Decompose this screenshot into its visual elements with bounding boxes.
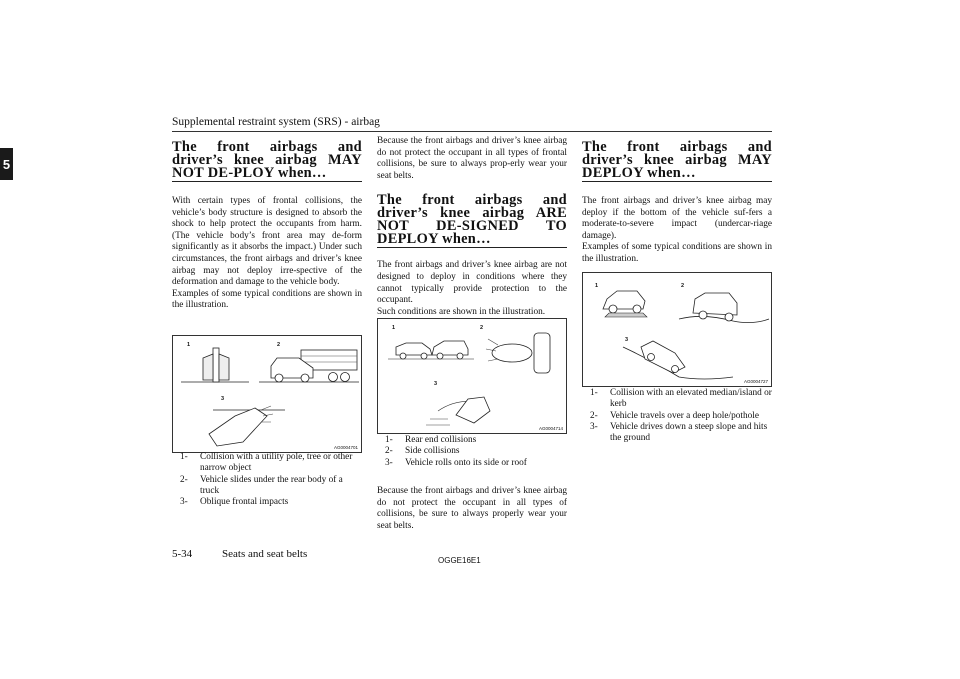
header-rule [172, 131, 772, 132]
page-number: 5-34 [172, 548, 193, 560]
figure-label: 3 [625, 337, 629, 343]
illustration-may-not-deploy [172, 335, 362, 453]
paragraph: The front airbags and driver’s knee airbag are not designed to deploy in conditions where they cannot typically provide protection to the occupant. [377, 260, 567, 306]
figure-code: AG0004701 [333, 445, 358, 450]
figure-label: 2 [480, 325, 484, 331]
document-code: OGGE16E1 [438, 556, 481, 565]
figure-label: 3 [221, 396, 225, 402]
section-heading-may-not-deploy: The front airbags and driver’s knee airbag MAY NOT DE-PLOY when… [172, 139, 362, 181]
figure-code: AG0004714 [538, 426, 563, 431]
figure-label: 1 [392, 325, 396, 331]
paragraph: Such conditions are shown in the illustration. [377, 306, 546, 317]
column-1 [172, 141, 362, 312]
figure-label: 2 [277, 342, 281, 348]
figure-label: 1 [595, 283, 599, 289]
column-2 [377, 136, 567, 318]
column-2-closing [377, 486, 567, 532]
list-item: 1- Collision with an elevated median/island or kerb [590, 388, 772, 410]
figure-code: AG0004727 [743, 379, 768, 384]
list-item: 2- Vehicle travels over a deep hole/pothole [590, 410, 759, 421]
column-2-list [385, 435, 565, 469]
collision-illustration [583, 273, 771, 386]
paragraph: Because the front airbags and driver’s knee airbag do not protect the occupant in all types of collisions, be sure to always properly wear your seat belts. [377, 486, 567, 531]
list-item: 3- Oblique frontal impacts [180, 497, 289, 508]
figure-label: 3 [434, 381, 438, 387]
figure-label: 2 [681, 283, 685, 289]
list-item: 2- Vehicle slides under the rear body of a truck [180, 474, 343, 496]
paragraph: Examples of some typical conditions are shown in the illustration. [172, 288, 362, 311]
list-item: 3- Vehicle drives down a steep slope and hits the ground [590, 421, 768, 444]
paragraph: The front airbags and driver’s knee airbag may deploy if the bottom of the vehicle suf-fers a moderate-to-severe impact (undercar-riage damage). [582, 196, 772, 241]
section-heading-not-designed: The front airbags and driver’s knee airbag ARE NOT DE-SIGNED TO DEPLOY when… [377, 192, 567, 248]
column-1-list [180, 452, 364, 508]
collision-illustration [378, 319, 566, 433]
column-3 [582, 141, 772, 266]
chapter-tab: 5 [0, 148, 13, 180]
collision-illustration [173, 336, 361, 452]
column-3-list [590, 388, 774, 444]
figure-label: 1 [187, 342, 191, 348]
paragraph: Examples of some typical conditions are shown in the illustration. [582, 242, 772, 264]
section-name: Seats and seat belts [222, 548, 308, 560]
paragraph: Because the front airbags and driver’s knee airbag do not protect the occupant in all types of frontal collisions, be sure to always prop-erly wear your seat belts. [377, 136, 567, 181]
paragraph: With certain types of frontal collisions, the vehicle’s body structure is designed to absorb the shock to help protect the occupants from harm. (The vehicle body’s front area may de-form significantly as it absorbs the impact.) Under such circumstances, the front airbags and driver’s knee airbag may not deploy irre-spective of the deformation and damage to the vehicle body. [172, 196, 362, 288]
list-item: 2- Side collisions [385, 446, 460, 457]
page-header: Supplemental restraint system (SRS) - airbag [172, 116, 380, 128]
section-heading-may-deploy: The front airbags and driver’s knee airbag MAY DEPLOY when… [582, 139, 772, 181]
list-item: 3- Vehicle rolls onto its side or roof [385, 457, 527, 468]
list-item: 1- Rear end collisions [385, 435, 477, 445]
illustration-not-designed [377, 318, 567, 434]
illustration-may-deploy [582, 272, 772, 387]
list-item: 1- Collision with a utility pole, tree or other narrow object [180, 452, 353, 474]
